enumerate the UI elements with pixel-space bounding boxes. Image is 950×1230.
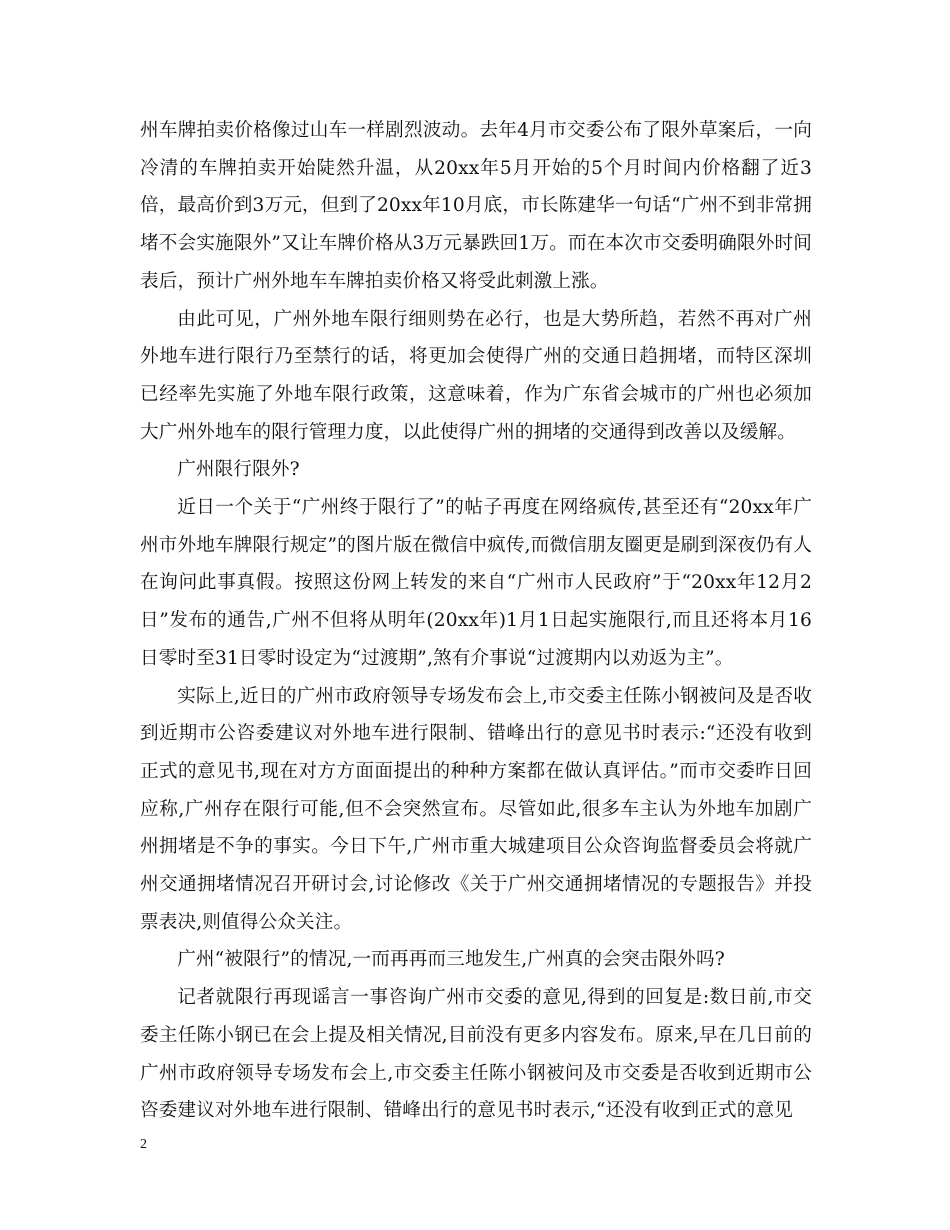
paragraph-2: 由此可见，广州外地车限行细则势在必行，也是大势所趋，若然不再对广州外地车进行限行乃至禁行的话，将更加会使得广州的交通日趋拥堵，而特区深圳已经率先实施了外地车限行政策，这意味着，作为广东省会城市的广州也必须加大广州外地车的限行管理力度，以此使得广州的拥堵的交通得到改善以及缓解。	[140, 308, 812, 443]
document-body	[140, 112, 812, 1130]
page-number: 2	[140, 1137, 147, 1152]
paragraph-1: 州车牌拍卖价格像过山车一样剧烈波动。去年4月市交委公布了限外草案后，一向冷清的车牌拍卖开始陡然升温，从20xx年5月开始的5个月时间内价格翻了近3倍，最高价到3万元，但到了20xx年10月底，市长陈建华一句话“广州不到非常拥堵不会实施限外”又让车牌价格从3万元暴跌回1万。而在本次市交委明确限外时间表后，预计广州外地车车牌拍卖价格又将受此刺激上涨。	[140, 120, 812, 292]
paragraph-6: 记者就限行再现谣言一事咨询广州市交委的意见,得到的回复是:数日前,市交委主任陈小钢已在会上提及相关情况,目前没有更多内容发布。原来,早在几日前的广州市政府领导专场发布会上,市交委主任陈小钢被问及市交委是否收到近期市公咨委建议对外地车进行限制、错峰出行的意见书时表示,“还没有收到正式的意见	[140, 987, 812, 1122]
paragraph-4: 实际上,近日的广州市政府领导专场发布会上,市交委主任陈小钢被问及是否收到近期市公咨委建议对外地车进行限制、错峰出行的意见书时表示:“还没有收到正式的意见书,现在对方方面面提出的种种方案都在做认真评估。”而市交委昨日回应称,广州存在限行可能,但不会突然宣布。尽管如此,很多车主认为外地车加剧广州拥堵是不争的事实。今日下午,广州市重大城建项目公众咨询监督委员会将就广州交通拥堵情况召开研讨会,讨论修改《关于广州交通拥堵情况的专题报告》并投票表决,则值得公众关注。	[140, 685, 812, 933]
section-question-heading: 广州限行限外?	[177, 459, 300, 481]
paragraph-3: 近日一个关于“广州终于限行了”的帖子再度在网络疯传,甚至还有“20xx年广州市外地车牌限行规定”的图片版在微信中疯传,而微信朋友圈更是刷到深夜仍有人在询问此事真假。按照这份网上转发的来自“广州市人民政府”于“20xx年12月2日”发布的通告,广州不但将从明年(20xx年)1月1日起实施限行,而且还将本月16日零时至31日零时设定为“过渡期”,煞有介事说“过渡期内以劝返为主”。	[140, 497, 812, 669]
paragraph-5-question: 广州“被限行”的情况,一而再再而三地发生,广州真的会突击限外吗?	[177, 949, 725, 971]
